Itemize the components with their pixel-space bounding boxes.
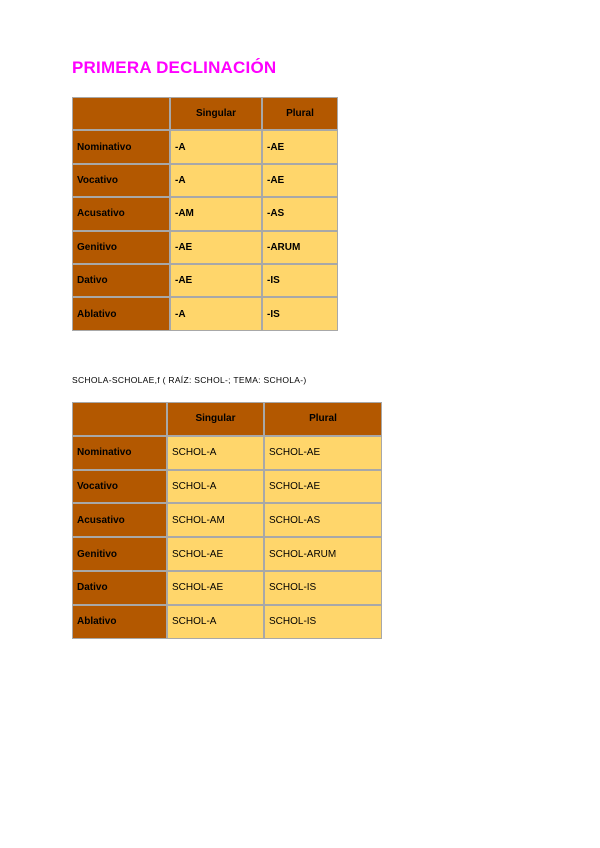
- table-row: [72, 571, 382, 605]
- plural-ending: -IS: [262, 264, 338, 297]
- case-label: Ablativo: [72, 297, 170, 330]
- singular-ending: -AE: [170, 264, 262, 297]
- case-label: Vocativo: [72, 470, 167, 504]
- singular-form: SCHOL-AE: [167, 571, 264, 605]
- table-row: [72, 197, 338, 230]
- page-title: PRIMERA DECLINACIÓN: [72, 58, 277, 77]
- plural-form: SCHOL-IS: [264, 605, 382, 639]
- table-row: [72, 164, 338, 197]
- header-plural: Plural: [262, 97, 338, 130]
- header-singular: Singular: [167, 402, 264, 436]
- table-row: [72, 297, 338, 330]
- table-row: [72, 231, 338, 264]
- plural-form: SCHOL-AS: [264, 503, 382, 537]
- example-declension-table: [72, 402, 382, 639]
- plural-ending: -ARUM: [262, 231, 338, 264]
- example-caption: SCHOLA-SCHOLAE,f ( RAÍZ: SCHOL-; TEMA: SCHOLA-): [72, 375, 307, 385]
- endings-table: [72, 97, 338, 331]
- singular-form: SCHOL-A: [167, 470, 264, 504]
- case-label: Dativo: [72, 571, 167, 605]
- table-row: [72, 503, 382, 537]
- table-row: [72, 605, 382, 639]
- table-row: [72, 264, 338, 297]
- table-row: [72, 470, 382, 504]
- case-label: Nominativo: [72, 130, 170, 163]
- singular-form: SCHOL-A: [167, 436, 264, 470]
- plural-form: SCHOL-IS: [264, 571, 382, 605]
- singular-ending: -AE: [170, 231, 262, 264]
- case-label: Dativo: [72, 264, 170, 297]
- header-singular: Singular: [170, 97, 262, 130]
- plural-form: SCHOL-AE: [264, 470, 382, 504]
- table-row: [72, 537, 382, 571]
- case-label: Genitivo: [72, 231, 170, 264]
- singular-form: SCHOL-AM: [167, 503, 264, 537]
- header-corner-cell: [72, 97, 170, 130]
- singular-ending: -A: [170, 164, 262, 197]
- case-label: Ablativo: [72, 605, 167, 639]
- table-header-row: [72, 402, 382, 436]
- plural-ending: -AS: [262, 197, 338, 230]
- plural-form: SCHOL-AE: [264, 436, 382, 470]
- singular-ending: -A: [170, 297, 262, 330]
- singular-ending: -A: [170, 130, 262, 163]
- header-corner-cell: [72, 402, 167, 436]
- singular-form: SCHOL-A: [167, 605, 264, 639]
- case-label: Acusativo: [72, 197, 170, 230]
- plural-ending: -IS: [262, 297, 338, 330]
- case-label: Genitivo: [72, 537, 167, 571]
- table-row: [72, 436, 382, 470]
- table-header-row: [72, 97, 338, 130]
- case-label: Acusativo: [72, 503, 167, 537]
- table-row: [72, 130, 338, 163]
- case-label: Vocativo: [72, 164, 170, 197]
- case-label: Nominativo: [72, 436, 167, 470]
- plural-ending: -AE: [262, 130, 338, 163]
- singular-ending: -AM: [170, 197, 262, 230]
- header-plural: Plural: [264, 402, 382, 436]
- plural-ending: -AE: [262, 164, 338, 197]
- singular-form: SCHOL-AE: [167, 537, 264, 571]
- plural-form: SCHOL-ARUM: [264, 537, 382, 571]
